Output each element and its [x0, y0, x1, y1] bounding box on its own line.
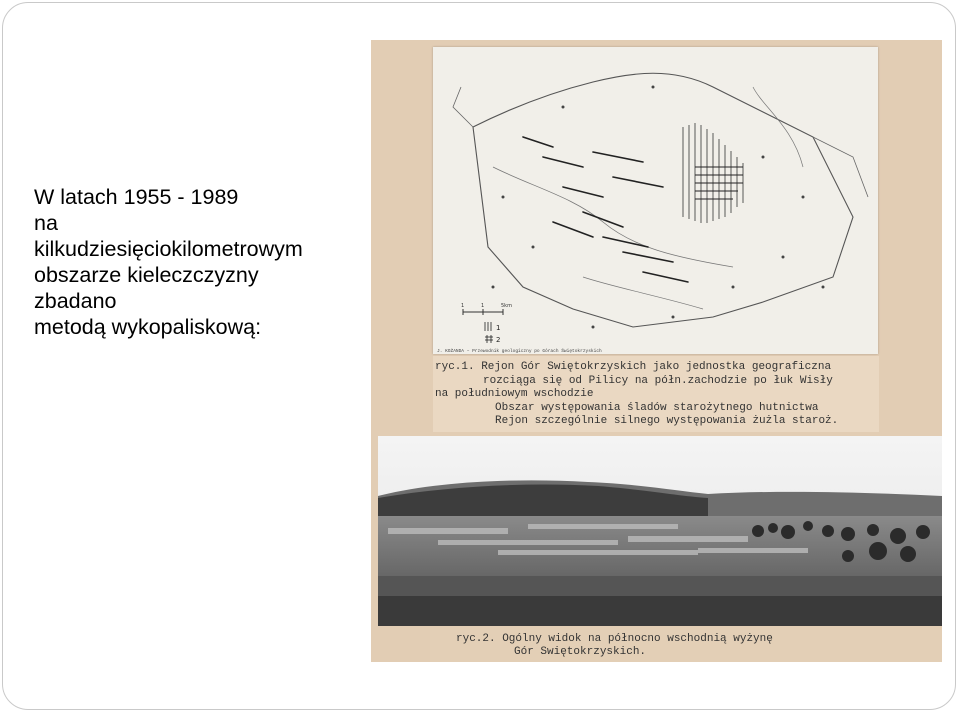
figure1-caption-line-3: na południowym wschodzie — [435, 388, 594, 400]
legend-mark-2: 2 — [496, 336, 501, 344]
landscape-photo — [378, 436, 942, 626]
geological-map — [433, 47, 878, 354]
text-line-3: kilkudziesięciokilometrowym — [34, 237, 303, 261]
text-line-6: metodą wykopaliskową: — [34, 315, 262, 339]
text-line-5: zbadano — [34, 289, 117, 313]
scale-mark-2: 1 — [481, 303, 485, 309]
text-line-2: na — [34, 211, 58, 235]
legend-mark-1: 1 — [496, 324, 501, 332]
text-line-4: obszarze kieleczczyzny — [34, 263, 259, 287]
text-line-1: W latach 1955 - 1989 — [34, 185, 239, 209]
figure1-caption-line-2: rozciąga się od Pilicy na półn.zachodzie po łuk Wisły — [483, 374, 833, 387]
slide-text — [34, 184, 354, 340]
figure1-caption — [433, 356, 879, 432]
scale-mark-1: 1 — [461, 303, 465, 309]
figure1-caption-line-5: Rejon szczególnie silnego występowania żużla staroż. — [495, 415, 839, 427]
figure1-caption-line-4: Obszar występowania śladów starożytnego hutnictwa — [495, 401, 819, 414]
figure2-caption-line-1: ryc.2. Ogólny widok na północno wschodnią wyżynę — [456, 633, 773, 645]
figure1-caption-line-1: ryc.1. Rejon Gór Swiętokrzyskich jako jednostka geograficzna — [435, 361, 832, 373]
figure2-caption-line-2: Gór Swiętokrzyskich. — [514, 646, 647, 658]
map-source-title: J. KOŻANDA – Przewodnik geologiczny po Górach Świętokrzyskich — [437, 349, 602, 354]
figure2-caption — [430, 630, 942, 662]
scale-mark-3: 5km — [501, 303, 512, 309]
